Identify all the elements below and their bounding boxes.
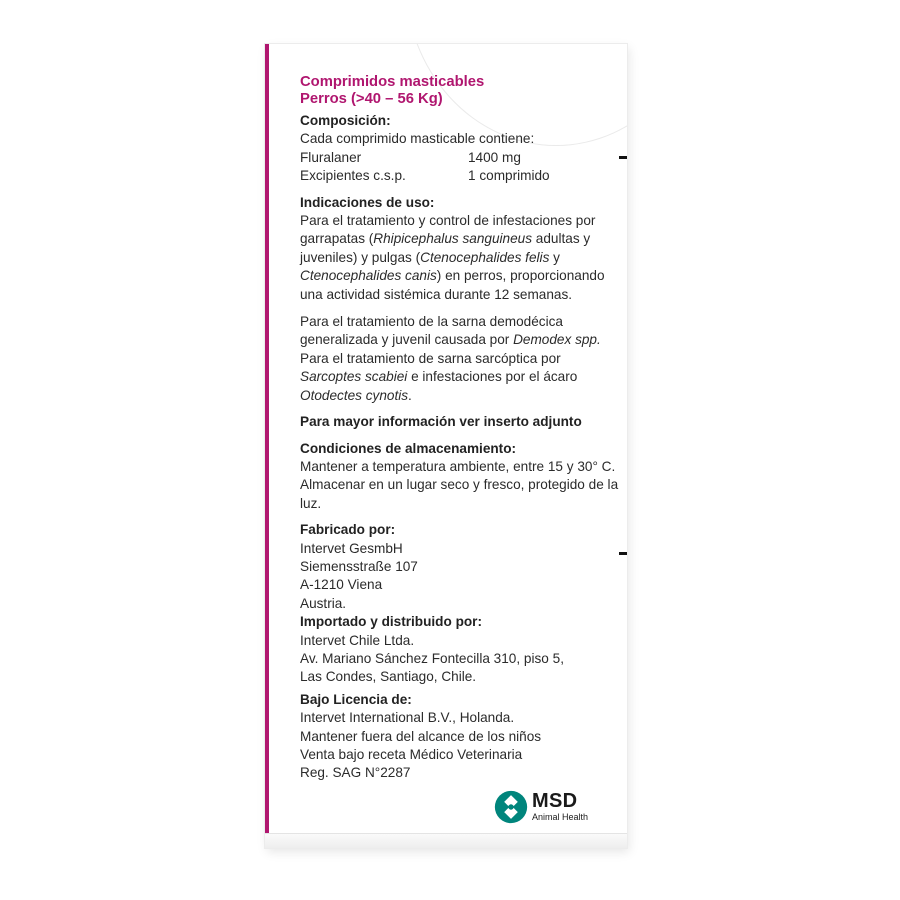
- importado-section: [300, 613, 620, 687]
- magenta-edge-stripe: [265, 44, 269, 848]
- msd-logo-text: [532, 791, 588, 823]
- product-box-back-panel: [265, 44, 627, 848]
- text-run: .: [408, 387, 412, 403]
- registration-number: Reg. SAG N°2287: [300, 765, 411, 781]
- composicion-heading: Composición:: [300, 113, 391, 128]
- species-name: Sarcoptes scabiei: [300, 369, 408, 385]
- licencia-section: [300, 691, 620, 783]
- composicion-row: [300, 149, 620, 167]
- box-bottom-edge: [265, 833, 627, 848]
- almacenamiento-heading: Condiciones de almacenamiento:: [300, 440, 517, 456]
- licencia-line: Venta bajo receta Médico Veterinaria: [300, 747, 523, 762]
- fabricado-heading: Fabricado por:: [300, 522, 396, 538]
- text-run: y: [549, 249, 560, 265]
- composicion-section: [300, 112, 620, 186]
- species-name: Otodectes cynotis: [300, 387, 409, 403]
- ingredient-amount: 1 comprimido: [468, 168, 550, 184]
- msd-subbrand: Animal Health: [532, 812, 589, 822]
- more-info-note: Para mayor información ver inserto adjunto: [300, 414, 582, 430]
- text-run: ) en perros, proporcionando una actividad sistémica durante 12 semanas.: [300, 268, 605, 302]
- fold-mark-middle: [619, 552, 627, 555]
- indicaciones-section: [300, 194, 620, 405]
- msd-brand: MSD: [532, 790, 578, 812]
- text-run: e infestaciones por el ácaro: [407, 369, 578, 385]
- product-title-line2: Perros (>40 – 56 Kg): [300, 91, 443, 107]
- species-name: Rhipicephalus sanguineus: [373, 231, 533, 247]
- address-line: Siemensstraße 107: [300, 558, 418, 574]
- species-name: Ctenocephalides felis: [420, 249, 550, 265]
- product-title: [300, 74, 620, 108]
- fabricado-section: [300, 521, 620, 613]
- address-line: A-1210 Viena: [300, 577, 383, 593]
- fold-mark-top: [619, 156, 627, 159]
- species-name: Ctenocephalides canis: [300, 268, 437, 284]
- composicion-row: [300, 167, 620, 185]
- address-line: Austria.: [300, 595, 347, 611]
- ingredient-name: Fluralaner: [300, 149, 362, 165]
- address-line: Intervet GesmbH: [300, 540, 403, 556]
- text-run: Para el tratamiento y control de infestaciones por garrapatas (: [300, 213, 596, 247]
- licencia-heading: Bajo Licencia de:: [300, 691, 412, 707]
- almacenamiento-section: [300, 440, 620, 514]
- composicion-intro: Cada comprimido masticable contiene:: [300, 131, 535, 147]
- indicaciones-paragraph-2: [300, 313, 620, 405]
- ingredient-name: Excipientes c.s.p.: [300, 168, 406, 184]
- importado-heading: Importado y distribuido por:: [300, 614, 482, 630]
- species-name: Demodex spp.: [513, 332, 601, 348]
- product-title-line1: Comprimidos masticables: [300, 74, 485, 90]
- msd-logo-icon: [494, 790, 528, 824]
- address-line: Las Condes, Santiago, Chile.: [300, 669, 477, 685]
- label-text: [300, 74, 620, 783]
- text-run: Para el tratamiento de la sarna demodécica generalizada y juvenil causada por: [300, 314, 563, 348]
- licencia-line: Intervet International B.V., Holanda.: [300, 710, 515, 726]
- almacenamiento-text: Mantener a temperatura ambiente, entre 15 y 30° C. Almacenar en un lugar seco y fresco, protegido de la luz.: [300, 458, 619, 511]
- address-line: Av. Mariano Sánchez Fontecilla 310, piso 5,: [300, 650, 564, 666]
- indicaciones-paragraph-1: [300, 212, 620, 304]
- address-line: Intervet Chile Ltda.: [300, 632, 415, 648]
- ingredient-amount: 1400 mg: [468, 149, 521, 165]
- msd-logo: [494, 790, 588, 824]
- indicaciones-heading: Indicaciones de uso:: [300, 194, 435, 210]
- licencia-line: Mantener fuera del alcance de los niños: [300, 728, 542, 744]
- text-run: adultas y juveniles) y pulgas (: [300, 231, 591, 265]
- text-run: Para el tratamiento de sarna sarcóptica por: [300, 350, 561, 366]
